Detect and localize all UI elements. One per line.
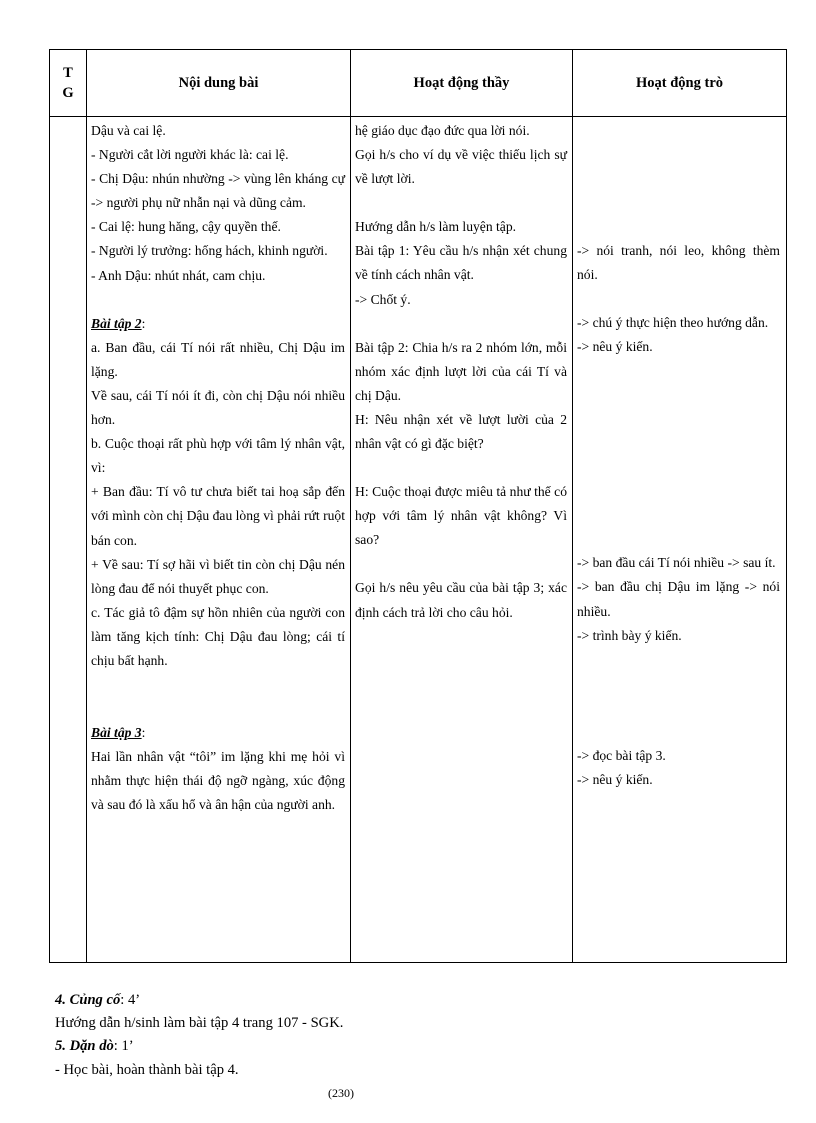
teacher-list-2 xyxy=(355,215,567,311)
text-line: Về sau, cái Tí nói ít đi, còn chị Dậu nói nhiều hơn. xyxy=(91,387,345,428)
section-5-time: : 1’ xyxy=(113,1038,134,1055)
section-5-heading xyxy=(55,1035,343,1058)
text-line: -> trình bày ý kiến. xyxy=(577,627,682,643)
student-list-1 xyxy=(577,239,780,287)
teacher-list-5 xyxy=(355,576,567,624)
section-5-text: - Học bài, hoàn thành bài tập 4. xyxy=(55,1061,239,1078)
text-line: - Anh Dậu: nhút nhát, cam chịu. xyxy=(91,267,266,283)
section-4-text: Hướng dẫn h/sinh làm bài tập 4 trang 107 - SGK. xyxy=(55,1015,344,1032)
student-column xyxy=(573,117,786,792)
lesson-table xyxy=(49,49,787,963)
page-number: (230) xyxy=(328,1086,354,1100)
student-list-3 xyxy=(577,551,780,647)
header-student: Hoạt động trò xyxy=(573,50,787,117)
header-tg xyxy=(50,50,87,117)
footer xyxy=(55,989,343,1082)
teacher-column xyxy=(351,117,572,625)
text-line: - Người cắt lời người khác là: cai lệ. xyxy=(91,147,289,163)
text-line: b. Cuộc thoại rất phù hợp với tâm lý nhân vật, vì: xyxy=(91,436,345,476)
text-line: -> nói tranh, nói leo, không thèm nói. xyxy=(577,243,780,283)
tg-cell xyxy=(50,117,87,963)
student-cell xyxy=(573,117,787,963)
content-cell xyxy=(87,117,351,963)
teacher-list-1 xyxy=(355,119,567,191)
content-list-bt2 xyxy=(91,336,345,673)
header-teacher: Hoạt động thầy xyxy=(351,50,573,117)
student-list-2 xyxy=(577,311,780,359)
text-line: Dậu và cai lệ. xyxy=(91,123,166,138)
header-tg-label: T G xyxy=(62,65,74,101)
text-line: Hai lần nhân vật “tôi” im lặng khi mẹ hỏi vì nhằm thực hiện thái độ ngỡ ngàng, xúc động và sau đó là xấu hổ và ân hận của người anh. xyxy=(91,749,345,813)
bt3-heading: Bài tập 3: xyxy=(91,725,146,741)
text-line: H: Nêu nhận xét về lượt lười của 2 nhân vật có gì đặc biệt? xyxy=(355,411,567,452)
text-line: a. Ban đầu, cái Tí nói rất nhiều, Chị Dậu im lặng. xyxy=(91,339,345,379)
teacher-cell xyxy=(351,117,573,963)
section-4-time: : 4’ xyxy=(120,992,141,1008)
content-list-bt3 xyxy=(91,745,345,817)
text-line: - Cai lệ: hung hăng, cậy quyền thế. xyxy=(91,219,281,235)
text-line: -> chú ý thực hiện theo hướng dẫn. xyxy=(577,315,769,331)
text-line: c. Tác giả tô đậm sự hồn nhiên của người con làm tăng kịch tính: Chị Dậu đau lòng; cái tí chịu bất hạnh. xyxy=(91,604,345,668)
text-line: Hướng dẫn h/s làm luyện tập. xyxy=(355,219,517,235)
text-line: -> ban đầu cái Tí nói nhiều -> sau ít. xyxy=(577,555,776,571)
section-5-title: 5. Dặn dò xyxy=(55,1038,114,1055)
bt2-heading: Bài tập 2: xyxy=(91,315,146,331)
text-line: Gọi h/s nêu yêu cầu của bài tập 3; xác định cách trả lời cho câu hỏi. xyxy=(355,580,567,620)
bt3-title: Bài tập 3 xyxy=(91,725,142,741)
header-row xyxy=(50,50,787,117)
header-content: Nội dung bài xyxy=(87,50,351,117)
body-row xyxy=(50,117,787,963)
text-line: -> nêu ý kiến. xyxy=(577,339,653,355)
teacher-list-3 xyxy=(355,336,567,456)
text-line: Bài tập 1: Yêu cầu h/s nhận xét chung về tính cách nhân vật. xyxy=(355,243,567,283)
section-4-heading xyxy=(55,989,343,1012)
student-list-4 xyxy=(577,744,780,792)
content-column xyxy=(87,117,350,817)
text-line: -> ban đầu chị Dậu im lặng -> nói nhiều. xyxy=(577,579,780,619)
text-line: -> đọc bài tập 3. xyxy=(577,747,666,763)
section-4-title: 4. Củng cố xyxy=(55,992,121,1008)
teacher-list-4 xyxy=(355,480,567,552)
text-line: + Ban đầu: Tí vô tư chưa biết tai hoạ sắp đến với mình còn chị Dậu đau lòng vì phải rứt ruột bán con. xyxy=(91,484,345,548)
text-line: Bài tập 2: Chia h/s ra 2 nhóm lớn, mỗi nhóm xác định lượt lời của cái Tí và chị Dậu. xyxy=(355,339,567,403)
text-line: + Về sau: Tí sợ hãi vì biết tin còn chị Dậu nén lòng đau để nói thuyết phục con. xyxy=(91,556,345,596)
text-line: -> nêu ý kiến. xyxy=(577,771,653,787)
content-list-1 xyxy=(91,119,345,288)
text-line: - Chị Dậu: nhún nhường -> vùng lên kháng cự -> người phụ nữ nhẫn nại và dũng cảm. xyxy=(91,171,345,211)
text-line: H: Cuộc thoại được miêu tả như thế có hợp với tâm lý nhân vật không? Vì sao? xyxy=(355,484,567,548)
bt2-title: Bài tập 2 xyxy=(91,315,142,331)
text-line: - Người lý trưởng: hống hách, khinh người. xyxy=(91,243,328,259)
text-line: -> Chốt ý. xyxy=(355,291,411,307)
text-line: Gọi h/s cho ví dụ về việc thiếu lịch sự về lượt lời. xyxy=(355,147,567,187)
text-line: hệ giáo dục đạo đức qua lời nói. xyxy=(355,123,530,138)
